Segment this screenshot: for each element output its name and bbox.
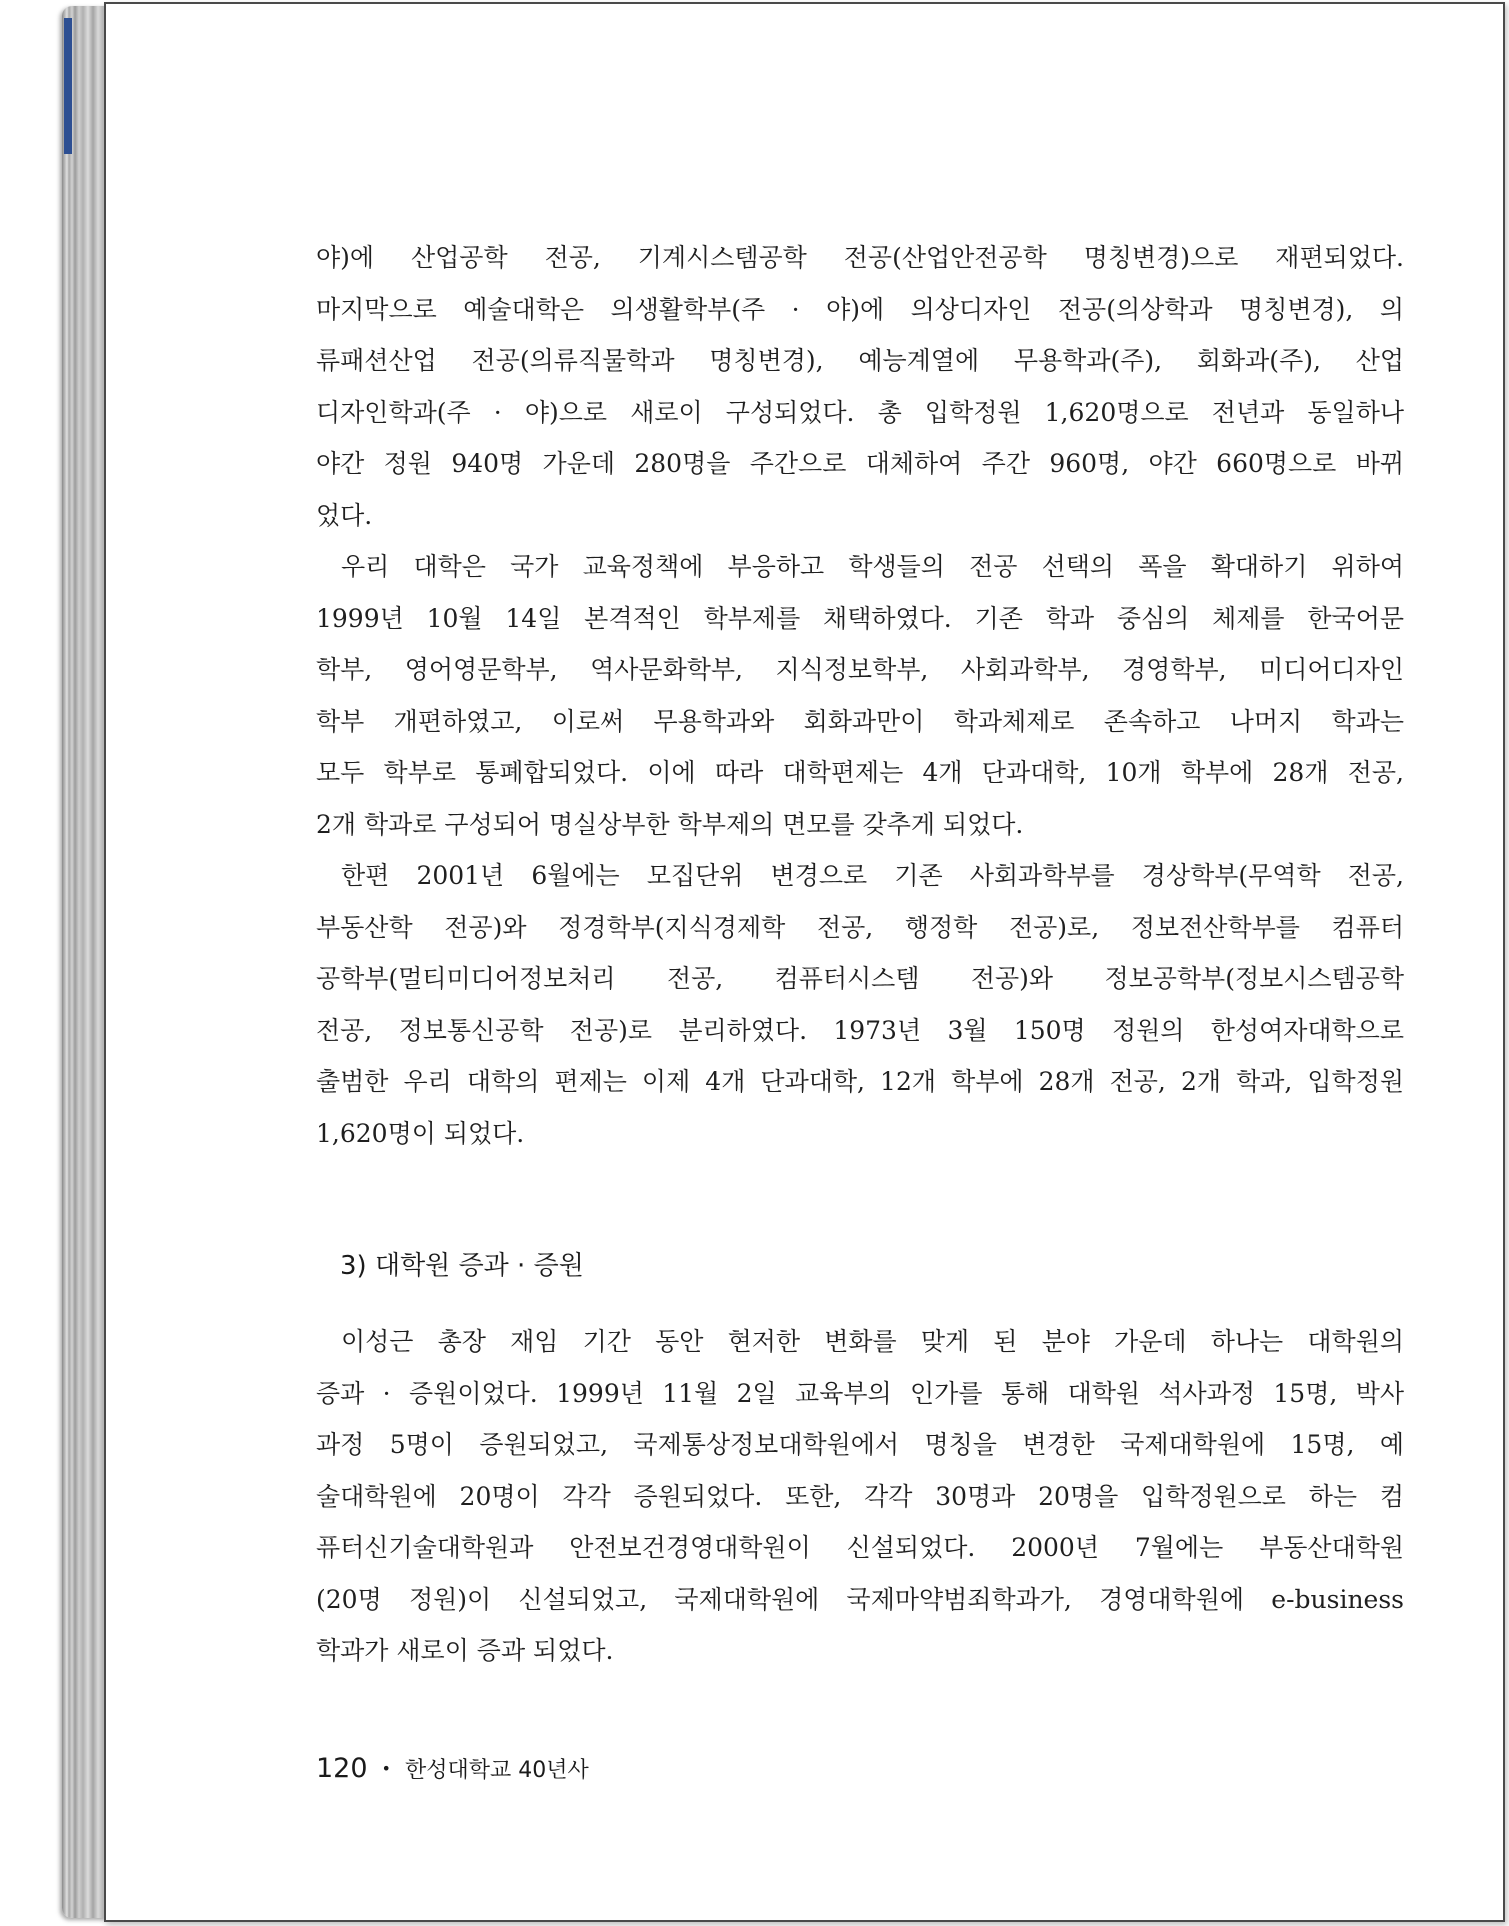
section-heading: 3) 대학원 증과 · 증원 [340, 1251, 584, 1281]
page-number: 120 [316, 1753, 368, 1784]
body-line: 마지막으로 예술대학은 의생활학부(주 · 야)에 의상디자인 전공(의상학과 명칭변경), 의 [316, 294, 1404, 324]
book-title: 한성대학교 40년사 [404, 1758, 589, 1783]
body-line: 이성근 총장 재임 기간 동안 현저한 변화를 맞게 된 분야 가운데 하나는 대학원의 [341, 1327, 1404, 1356]
body-line: 학부, 영어영문학부, 역사문화학부, 지식정보학부, 사회과학부, 경영학부, 미디어디자인 [316, 655, 1404, 684]
body-line: 술대학원에 20명이 각각 증원되었다. 또한, 각각 30명과 20명을 입학정원으로 하는 컴 [316, 1481, 1404, 1511]
spine-accent-stripe [64, 18, 72, 154]
body-line: 2개 학과로 구성되어 명실상부한 학부제의 면모를 갖추게 되었다. [316, 809, 1024, 839]
page-stack-edges [62, 6, 108, 1918]
body-text-block-2 [316, 1316, 1404, 1677]
body-line: (20명 정원)이 신설되었고, 국제대학원에 국제마약범죄학과가, 경영대학원에 e-business [316, 1584, 1404, 1614]
body-line: 1999년 10월 14일 본격적인 학부제를 채택하였다. 기존 학과 중심의 체제를 한국어문 [316, 603, 1404, 633]
footer-bullet: • [381, 1759, 391, 1778]
body-line: 야간 정원 940명 가운데 280명을 주간으로 대체하여 주간 960명, 야간 660명으로 바뀌 [316, 449, 1404, 478]
body-line: 부동산학 전공)와 정경학부(지식경제학 전공, 행정학 전공)로, 정보전산학부를 컴퓨터 [316, 912, 1404, 942]
page-footer [316, 1753, 589, 1784]
body-line: 한편 2001년 6월에는 모집단위 변경으로 기존 사회과학부를 경상학부(무역학 전공, [341, 861, 1404, 890]
body-line: 공학부(멀티미디어정보처리 전공, 컴퓨터시스템 전공)와 정보공학부(정보시스템공학 [316, 964, 1404, 993]
body-line: 었다. [316, 500, 373, 530]
body-line: 증과 · 증원이었다. 1999년 11월 2일 교육부의 인가를 통해 대학원 석사과정 15명, 박사 [316, 1378, 1404, 1408]
body-line: 디자인학과(주 · 야)으로 새로이 구성되었다. 총 입학정원 1,620명으로 전년과 동일하나 [316, 397, 1404, 427]
body-line: 학부 개편하였고, 이로써 무용학과와 회화과만이 학과체제로 존속하고 나머지 학과는 [316, 706, 1404, 736]
body-line: 우리 대학은 국가 교육정책에 부응하고 학생들의 전공 선택의 폭을 확대하기 위하여 [341, 552, 1404, 581]
body-line: 야)에 산업공학 전공, 기계시스템공학 전공(산업안전공학 명칭변경)으로 재편되었다. [316, 243, 1404, 272]
body-text-block-1 [316, 232, 1404, 1159]
body-line: 과정 5명이 증원되었고, 국제통상정보대학원에서 명칭을 변경한 국제대학원에 15명, 예 [316, 1430, 1404, 1459]
body-line: 출범한 우리 대학의 편제는 이제 4개 단과대학, 12개 학부에 28개 전공, 2개 학과, 입학정원 [316, 1067, 1404, 1096]
body-line: 류패션산업 전공(의류직물학과 명칭변경), 예능계열에 무용학과(주), 회화과(주), 산업 [316, 346, 1404, 375]
body-line: 모두 학부로 통폐합되었다. 이에 따라 대학편제는 4개 단과대학, 10개 학부에 28개 전공, [316, 758, 1404, 787]
body-line: 전공, 정보통신공학 전공)로 분리하였다. 1973년 3월 150명 정원의 한성여자대학으로 [316, 1015, 1404, 1045]
body-line: 1,620명이 되었다. [316, 1118, 525, 1148]
body-line: 퓨터신기술대학원과 안전보건경영대학원이 신설되었다. 2000년 7월에는 부동산대학원 [316, 1533, 1404, 1562]
body-line: 학과가 새로이 증과 되었다. [316, 1636, 614, 1665]
